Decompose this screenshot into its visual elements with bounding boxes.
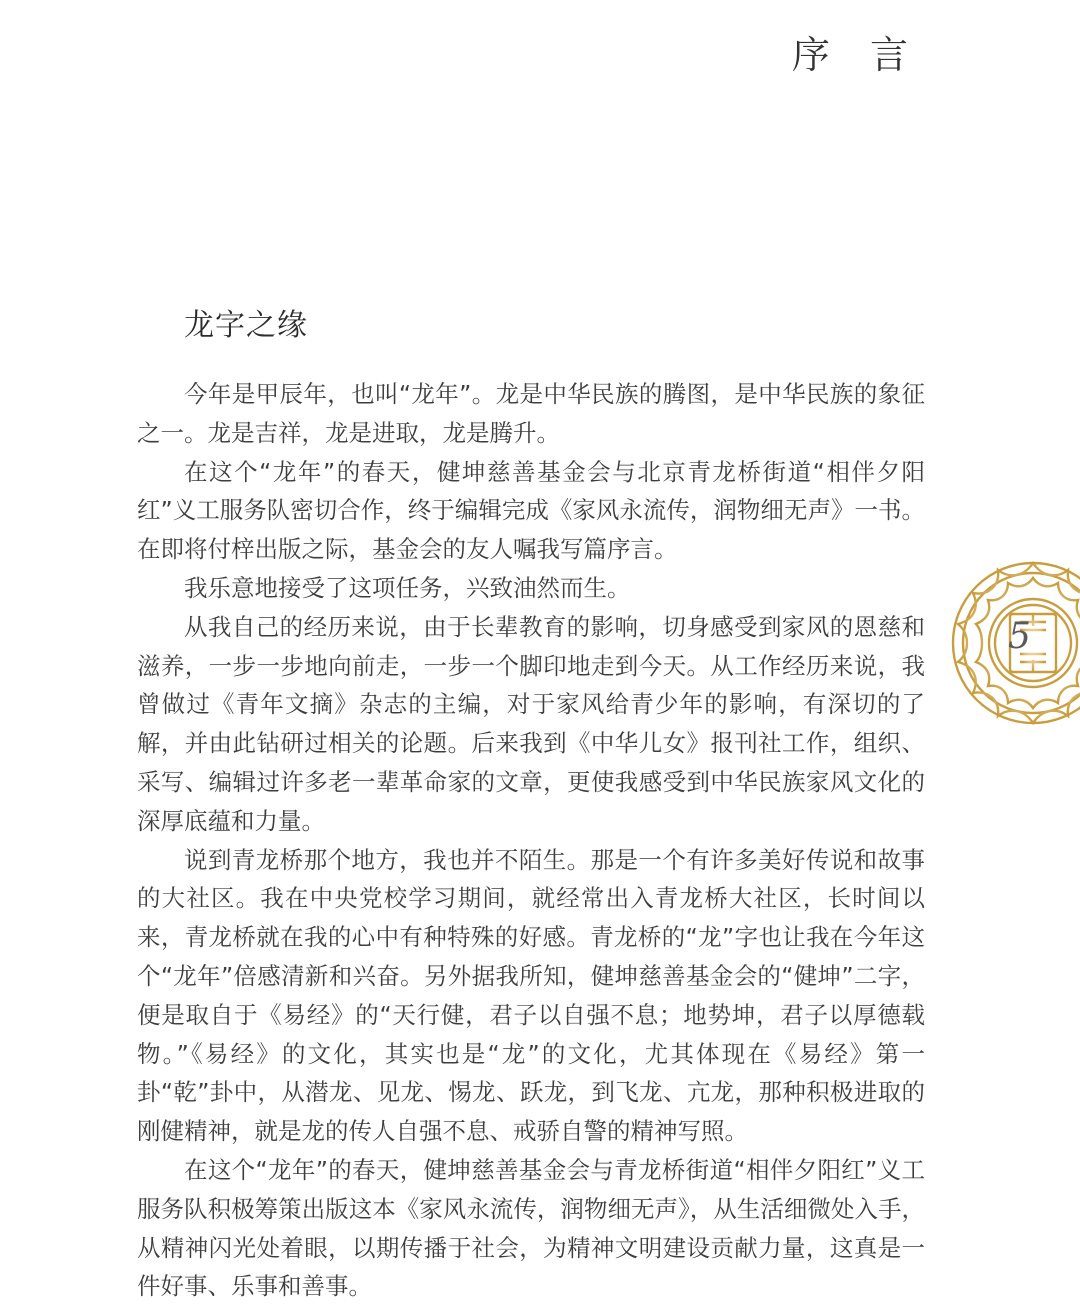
paragraph-1: 今年是甲辰年，也叫“龙年”。龙是中华民族的腾图，是中华民族的象征之一。龙是吉祥，龙是进取，龙是腾升。 — [137, 380, 925, 447]
paragraph-2: 在这个“龙年”的春天，健坤慈善基金会与北京青龙桥街道“相伴夕阳红”义工服务队密切合作，终于编辑完成《家风永流传，润物细无声》一书。在即将付梓出版之际，基金会的友人嘱我写篇序言。 — [137, 457, 925, 564]
body-text — [137, 375, 925, 1306]
paragraph-6: 在这个“龙年”的春天，健坤慈善基金会与青龙桥街道“相伴夕阳红”义工服务队积极筹策出版这本《家风永流传，润物细无声》，从生活细微处入手，从精神闪光处着眼，以期传播于社会，为精神文明建设贡献力量，这真是一件好事、乐事和善事。 — [137, 1155, 925, 1301]
paragraph-3: 我乐意地接受了这项任务，兴致油然而生。 — [184, 573, 631, 602]
paragraph-4: 从我自己的经历来说，由于长辈教育的影响，切身感受到家风的恩慈和滋养，一步一步地向前走，一步一个脚印地走到今天。从工作经历来说，我曾做过《青年文摘》杂志的主编，对于家风给青少年的影响，有深切的了解，并由此钻研过相关的论题。后来我到《中华儿女》报刊社工作，组织、采写、编辑过许多老一辈革命家的文章，更使我感受到中华民族家风文化的深厚底蕴和力量。 — [137, 612, 925, 835]
section-title: 龙字之缘 — [184, 308, 308, 343]
paragraph-5: 说到青龙桥那个地方，我也并不陌生。那是一个有许多美好传说和故事的大社区。我在中央党校学习期间，就经常出入青龙桥大社区，长时间以来，青龙桥就在我的心中有种特殊的好感。青龙桥的“龙”字也让我在今年这个“龙年”倍感清新和兴奋。另外据我所知，健坤慈善基金会的“健坤”二字，便是取自于《易经》的“天行健，君子以自强不息；地势坤，君子以厚德载物。”《易经》的文化，其实也是“龙”的文化，尤其体现在《易经》第一卦“乾”卦中，从潜龙、见龙、惕龙、跃龙，到飞龙、亢龙，那种积极进取的刚健精神，就是龙的传人自强不息、戒骄自警的精神写照。 — [137, 845, 925, 1146]
page-header-title: 序 言 — [791, 33, 922, 77]
page-number: 5 — [1008, 616, 1031, 657]
